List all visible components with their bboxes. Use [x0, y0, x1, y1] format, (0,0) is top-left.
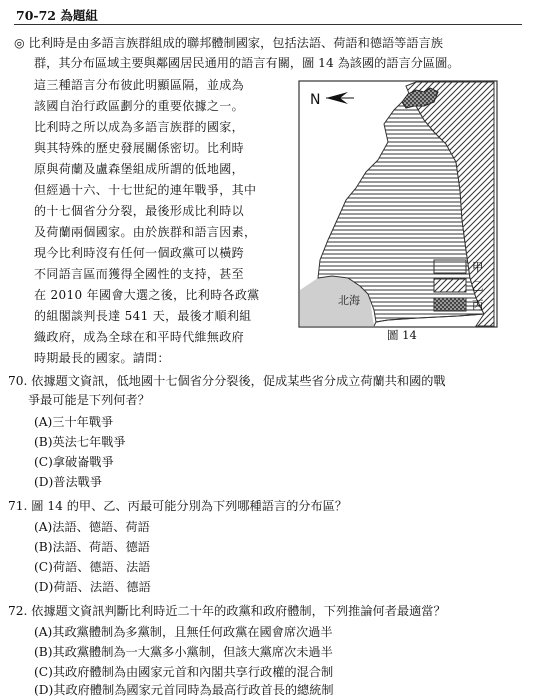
- option-a[interactable]: (A)法語、德語、荷語: [34, 520, 150, 534]
- passage-line: 這三種語言分布彼此明顯區隔，並成為: [34, 78, 244, 92]
- passage-line: 不同語言區而獲得全國性的支持，甚至: [34, 267, 244, 281]
- passage-line: 現今比利時沒有任何一個政黨可以橫跨: [34, 246, 244, 260]
- option-c[interactable]: (C)荷語、德語、法語: [34, 560, 151, 574]
- option-b[interactable]: (B)英法七年戰爭: [34, 435, 126, 449]
- question-text: 70. 依據題文資訊，低地國十七個省分分裂後，促成某些省分成立荷蘭共和國的戰: [8, 374, 446, 388]
- option-b[interactable]: (B)其政黨體制為一大黨多小黨制，但該大黨席次未過半: [34, 645, 333, 659]
- question-text: 71. 圖 14 的甲、乙、丙最可能分別為下列哪種語言的分布區？: [8, 499, 348, 513]
- legend-swatch-bing: [434, 298, 466, 311]
- passage-line: 在 2010 年國會大選之後，比利時各政黨: [34, 288, 260, 302]
- intro-line-1: [14, 35, 443, 51]
- language-map-figure: [298, 80, 520, 330]
- intro-line-2: 群，其分布區域主要與鄰國居民通用的語言有關，圖 14 為該國的語言分區圖。: [34, 56, 460, 70]
- legend-label-jia: 甲: [472, 260, 484, 274]
- option-d[interactable]: (D)其政府體制為國家元首同時為最高行政首長的總統制: [34, 683, 334, 697]
- figure-caption: 圖 14: [387, 328, 417, 342]
- passage-line: 的組閣談判長達 541 天，最後才順利組: [34, 309, 252, 323]
- legend-swatch-yi: [434, 279, 466, 292]
- option-d[interactable]: (D)普法戰爭: [34, 475, 103, 489]
- intro-text-1: 比利時是由多語言族群組成的聯邦體制國家，包括法語、荷語和德語等語言族: [28, 36, 443, 50]
- passage-line: 與其特殊的歷史發展關係密切。比利時: [34, 141, 244, 155]
- passage-line: 原與荷蘭及盧森堡組成所謂的低地國，: [34, 162, 244, 176]
- legend-label-yi: 乙: [472, 279, 484, 293]
- intro-bullet: ◎: [14, 36, 25, 50]
- language-map: [298, 80, 520, 330]
- passage-line: 織政府，成為全球在和平時代維無政府: [34, 330, 244, 344]
- option-c[interactable]: (C)拿破崙戰爭: [34, 455, 114, 469]
- legend-label-bing: 丙: [472, 298, 484, 312]
- sea-label: 北海: [338, 294, 360, 307]
- question-text: 72. 依據題文資訊判斷比利時近二十年的政黨和政府體制，下列推論何者最適當？: [8, 604, 446, 618]
- passage-line: 但經過十六、十七世紀的連年戰爭，其中: [34, 183, 257, 197]
- section-header: 70-72 為題組: [16, 8, 98, 23]
- option-d[interactable]: (D)荷語、法語、德語: [34, 580, 151, 594]
- passage-line: 時期最長的國家。請問：: [34, 351, 170, 365]
- north-label: N: [310, 92, 321, 108]
- passage-line: 及荷蘭兩個國家。由於族群和語言因素，: [34, 225, 257, 239]
- passage-line: 該國自治行政區劃分的重要依據之一。: [34, 99, 244, 113]
- header-divider: [14, 24, 522, 25]
- option-a[interactable]: (A)其政黨體制為多黨制，且無任何政黨在國會席次過半: [34, 625, 333, 639]
- question-text-cont: 爭最可能是下列何者？: [28, 393, 150, 407]
- passage-line: 比利時之所以成為多語言族群的國家，: [34, 120, 244, 134]
- option-b[interactable]: (B)法語、荷語、德語: [34, 540, 150, 554]
- option-a[interactable]: (A)三十年戰爭: [34, 415, 114, 429]
- option-c[interactable]: (C)其政府體制為由國家元首和內閣共享行政權的混合制: [34, 665, 334, 679]
- legend-swatch-jia: [434, 260, 466, 273]
- passage-line: 的十七個省分分裂，最後形成比利時以: [34, 204, 244, 218]
